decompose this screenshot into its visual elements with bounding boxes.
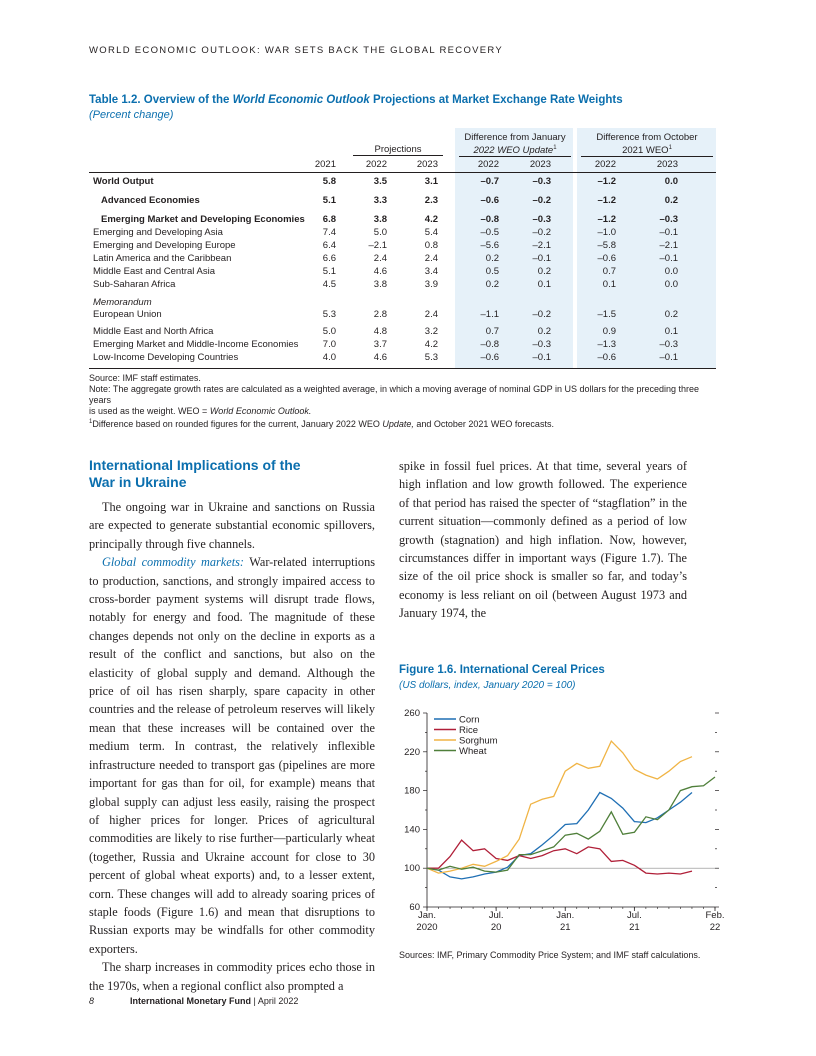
group-jan-line2: 2022 WEO Update bbox=[473, 145, 554, 157]
publisher: International Monetary Fund bbox=[130, 996, 252, 1006]
table-cell: –0.6 bbox=[480, 352, 499, 363]
running-head: WORLD ECONOMIC OUTLOOK: WAR SETS BACK THE GLOBAL RECOVERY bbox=[89, 45, 504, 56]
figure-subtitle: (US dollars, index, January 2020 = 100) bbox=[399, 680, 576, 691]
row-label: Emerging Market and Middle-Income Economies bbox=[93, 339, 299, 350]
table-cell: 6.4 bbox=[322, 240, 336, 251]
table-cell: 4.6 bbox=[373, 266, 387, 277]
y-tick-label: 140 bbox=[404, 824, 420, 836]
table-cell: 0.0 bbox=[664, 266, 678, 277]
table-cell: 5.3 bbox=[322, 309, 336, 320]
table-cell: 4.0 bbox=[322, 352, 336, 363]
table-title-prefix: Table 1.2. Overview of the bbox=[89, 94, 233, 106]
table-cell: –0.1 bbox=[659, 227, 678, 238]
x-tick-label: Jan. bbox=[418, 910, 436, 921]
table-cell: 4.2 bbox=[424, 214, 438, 225]
group-jan-line2-wrap bbox=[459, 143, 571, 157]
row-label: Emerging Market and Developing Economies bbox=[101, 214, 305, 225]
section-heading-line2: War in Ukraine bbox=[89, 474, 187, 490]
table-cell: –0.3 bbox=[532, 214, 551, 225]
table-cell: 2.3 bbox=[424, 195, 438, 206]
x-tick-label: 20 bbox=[490, 922, 502, 933]
row-label: Sub-Saharan Africa bbox=[93, 279, 176, 290]
table-cell: –2.1 bbox=[368, 240, 387, 251]
table-cell: –0.2 bbox=[532, 227, 551, 238]
row-label: Emerging and Developing Asia bbox=[93, 227, 223, 238]
table-cell: 0.7 bbox=[485, 326, 499, 337]
table-cell: 0.1 bbox=[537, 279, 551, 290]
table-cell: 2.4 bbox=[424, 309, 438, 320]
table-cell: 5.1 bbox=[322, 266, 336, 277]
row-label: Low-Income Developing Countries bbox=[93, 352, 239, 363]
table-cell: –1.2 bbox=[597, 214, 616, 225]
projections-table bbox=[89, 128, 716, 369]
table-cell: 5.1 bbox=[322, 195, 336, 206]
right-body-text bbox=[399, 457, 687, 623]
table-note-line1: Note: The aggregate growth rates are calculated as a weighted average, in which a moving average of nominal GDP in US dollars for the preceding three years bbox=[89, 384, 700, 405]
row-label: European Union bbox=[93, 309, 162, 320]
x-tick-label: Feb. bbox=[705, 910, 725, 921]
table-cell: 3.9 bbox=[424, 279, 438, 290]
x-tick-label: Jul. bbox=[488, 910, 504, 921]
table-cell: –0.3 bbox=[532, 176, 551, 187]
table-cell: 0.7 bbox=[602, 266, 616, 277]
figure-source: Sources: IMF, Primary Commodity Price System; and IMF staff calculations. bbox=[399, 950, 701, 960]
table-row bbox=[89, 279, 716, 290]
table-row bbox=[89, 352, 716, 363]
table-cell: 4.2 bbox=[424, 339, 438, 350]
table-cell: –2.1 bbox=[659, 240, 678, 251]
table-cell: 5.0 bbox=[373, 227, 387, 238]
table-cell: 0.8 bbox=[424, 240, 438, 251]
table-row bbox=[89, 326, 716, 337]
y-tick-label: 220 bbox=[404, 746, 420, 758]
table-cell: –0.2 bbox=[532, 195, 551, 206]
table-footnote-suffix: and October 2021 WEO forecasts. bbox=[413, 419, 554, 429]
y-tick-label: 180 bbox=[404, 785, 420, 797]
table-cell: 2.4 bbox=[373, 253, 387, 264]
x-tick-label: Jul. bbox=[626, 910, 642, 921]
table-note-line2 bbox=[89, 406, 719, 417]
table-title-suffix: Projections at Market Exchange Rate Weights bbox=[369, 94, 623, 106]
row-label: Emerging and Developing Europe bbox=[93, 240, 236, 251]
year-header: 2021 bbox=[314, 159, 336, 170]
table-cell: 0.2 bbox=[485, 279, 499, 290]
table-cell: 5.0 bbox=[322, 326, 336, 337]
table-cell: 3.2 bbox=[424, 326, 438, 337]
table-cell: 3.8 bbox=[373, 279, 387, 290]
table-cell: –1.3 bbox=[597, 339, 616, 350]
table-row bbox=[89, 339, 716, 350]
x-tick-label: 21 bbox=[629, 922, 640, 933]
table-cell: –5.6 bbox=[480, 240, 499, 251]
table-source: Source: IMF staff estimates. bbox=[89, 373, 201, 383]
table-cell: 3.8 bbox=[373, 214, 387, 225]
group-jan-header bbox=[459, 132, 571, 157]
table-row bbox=[89, 266, 716, 277]
legend-label: Rice bbox=[459, 725, 479, 736]
table-title bbox=[89, 94, 623, 106]
table-cell: 2.4 bbox=[424, 253, 438, 264]
table-row bbox=[89, 253, 716, 264]
table-cell: –1.5 bbox=[597, 309, 616, 320]
table-cell: 4.8 bbox=[373, 326, 387, 337]
bottom-rule bbox=[89, 368, 716, 369]
table-title-italic: World Economic Outlook bbox=[232, 94, 370, 106]
table-cell: –1.2 bbox=[597, 195, 616, 206]
group-oct-footnote-mark: 1 bbox=[668, 145, 672, 151]
figure-title: Figure 1.6. International Cereal Prices bbox=[399, 664, 605, 676]
row-label: Latin America and the Caribbean bbox=[93, 253, 232, 264]
table-cell: –0.3 bbox=[532, 339, 551, 350]
table-cell: 3.1 bbox=[424, 176, 438, 187]
group-oct-line2-wrap bbox=[581, 143, 713, 157]
table-cell: 7.0 bbox=[322, 339, 336, 350]
row-label: Middle East and Central Asia bbox=[93, 266, 215, 277]
table-row bbox=[89, 176, 716, 187]
footer-separator: | bbox=[251, 996, 258, 1006]
header-rule bbox=[89, 172, 716, 173]
table-cell: –0.2 bbox=[532, 309, 551, 320]
table-row bbox=[89, 195, 716, 206]
table-cell: 3.4 bbox=[424, 266, 438, 277]
table-cell: 7.4 bbox=[322, 227, 336, 238]
group-oct-header bbox=[581, 132, 713, 157]
row-label: Advanced Economies bbox=[101, 195, 200, 206]
table-cell: 0.2 bbox=[537, 326, 551, 337]
table-cell: –1.2 bbox=[597, 176, 616, 187]
section-heading bbox=[89, 457, 375, 491]
paragraph-commodity bbox=[89, 553, 375, 958]
year-header: 2023 bbox=[529, 159, 551, 170]
group-oct-line1: Difference from October bbox=[596, 132, 698, 143]
group-projections-label: Projections bbox=[353, 144, 443, 156]
table-cell: –1.0 bbox=[597, 227, 616, 238]
table-footnote bbox=[89, 417, 719, 430]
table-row bbox=[89, 227, 716, 238]
page-footer bbox=[89, 996, 298, 1006]
table-footnote-mark: 1 bbox=[89, 419, 93, 425]
year-header: 2022 bbox=[477, 159, 499, 170]
table-cell: 3.3 bbox=[373, 195, 387, 206]
left-body-text bbox=[89, 498, 375, 995]
cereal-prices-chart bbox=[392, 700, 732, 940]
table-note-line2-italic: World Economic Outlook. bbox=[209, 406, 312, 416]
table-cell: 2.8 bbox=[373, 309, 387, 320]
table-cell: 6.8 bbox=[322, 214, 336, 225]
table-cell: –0.6 bbox=[597, 352, 616, 363]
table-cell: 0.5 bbox=[485, 266, 499, 277]
page-number: 8 bbox=[89, 996, 95, 1006]
table-cell: 0.9 bbox=[602, 326, 616, 337]
table-cell: –0.1 bbox=[532, 253, 551, 264]
row-label: Middle East and North Africa bbox=[93, 326, 214, 337]
table-cell: –0.1 bbox=[659, 253, 678, 264]
table-cell: 0.0 bbox=[664, 279, 678, 290]
y-tick-label: 60 bbox=[409, 902, 420, 913]
footer-date: April 2022 bbox=[257, 996, 299, 1006]
year-header: 2022 bbox=[365, 159, 387, 170]
year-header-row bbox=[89, 159, 716, 170]
table-cell: –5.8 bbox=[597, 240, 616, 251]
paragraph-1970s: The sharp increases in commodity prices echo those in the 1970s, when a regional conflict also prompted a bbox=[89, 960, 375, 993]
group-jan-line1: Difference from January bbox=[464, 132, 566, 143]
group-projections-header bbox=[353, 144, 443, 156]
row-label: World Output bbox=[93, 176, 154, 187]
table-cell: 3.7 bbox=[373, 339, 387, 350]
table-cell: 6.6 bbox=[322, 253, 336, 264]
x-tick-label: 21 bbox=[559, 922, 571, 933]
table-notes bbox=[89, 373, 719, 430]
table-cell: 4.5 bbox=[322, 279, 336, 290]
table-cell: 3.5 bbox=[373, 176, 387, 187]
legend-label: Corn bbox=[459, 714, 480, 726]
legend-label: Wheat bbox=[459, 746, 487, 757]
table-cell: –0.1 bbox=[532, 352, 551, 363]
table-cell: –0.7 bbox=[480, 176, 499, 187]
right-column bbox=[399, 457, 687, 623]
table-cell: –0.5 bbox=[480, 227, 499, 238]
table-cell: 5.3 bbox=[424, 352, 438, 363]
table-cell: –0.8 bbox=[480, 339, 499, 350]
table-row bbox=[89, 309, 716, 320]
table-cell: 0.2 bbox=[664, 309, 678, 320]
table-cell: 0.2 bbox=[537, 266, 551, 277]
table-cell: –0.6 bbox=[480, 195, 499, 206]
table-cell: 0.2 bbox=[664, 195, 678, 206]
x-tick-label: 22 bbox=[709, 922, 721, 933]
paragraph-continued: spike in fossil fuel prices. At that time, several years of high inflation and low growth followed. The experience of that period has raised the specter of “stagflation” in the current situation—commonly defined as a period of low growth (stagnation) and high inflation. Now, however, circumstances differ in important ways (Figure 1.7). The size of the oil price shock is smaller so far, and today’s economy is less reliant on oil (between August 1973 and January 1974, the bbox=[399, 459, 687, 621]
table-cell: –0.1 bbox=[659, 352, 678, 363]
table-cell: –0.8 bbox=[480, 214, 499, 225]
table-cell: 4.6 bbox=[373, 352, 387, 363]
table-cell: 5.8 bbox=[322, 176, 336, 187]
x-tick-label: 2020 bbox=[416, 922, 438, 933]
table-cell: 0.1 bbox=[664, 326, 678, 337]
paragraph-intro: The ongoing war in Ukraine and sanctions on Russia are expected to generate substantial economic spillovers, principally through five channels. bbox=[89, 500, 375, 551]
left-column bbox=[89, 457, 375, 995]
paragraph-commodity-lead: Global commodity markets: bbox=[102, 555, 245, 570]
group-jan-footnote-mark: 1 bbox=[553, 145, 557, 151]
group-oct-line2: 2021 WEO bbox=[622, 145, 669, 157]
year-header: 2023 bbox=[416, 159, 438, 170]
year-header: 2022 bbox=[594, 159, 616, 170]
memorandum-label: Memorandum bbox=[93, 297, 152, 308]
table-cell: 5.4 bbox=[424, 227, 438, 238]
y-tick-label: 100 bbox=[404, 863, 420, 875]
table-cell: –0.3 bbox=[659, 214, 678, 225]
table-row bbox=[89, 214, 716, 225]
legend-label: Sorghum bbox=[459, 735, 498, 747]
table-row bbox=[89, 240, 716, 251]
table-note-line2-prefix: is used as the weight. WEO = bbox=[89, 406, 210, 416]
table-footnote-prefix: Difference based on rounded figures for the current, January 2022 WEO bbox=[92, 419, 383, 429]
series-line-sorghum bbox=[427, 741, 692, 873]
table-subtitle: (Percent change) bbox=[89, 109, 174, 121]
table-footnote-italic: Update, bbox=[382, 419, 414, 429]
table-cell: 0.1 bbox=[602, 279, 616, 290]
table-cell: 0.2 bbox=[485, 253, 499, 264]
table-cell: –2.1 bbox=[532, 240, 551, 251]
table-cell: –0.3 bbox=[659, 339, 678, 350]
table-cell: 0.0 bbox=[664, 176, 678, 187]
y-tick-label: 260 bbox=[404, 708, 420, 719]
table-cell: –0.6 bbox=[597, 253, 616, 264]
table-cell: –1.1 bbox=[480, 309, 499, 320]
x-tick-label: Jan. bbox=[556, 910, 575, 921]
paragraph-commodity-text: War-related interruptions to production, sanctions, and strongly impaired access to cross-border payment systems will disrupt trade flows, notably for energy and food. The magnitude of these changes depends not only on the decline in exports as a result of the conflict and sanctions, but also on the elasticity of global supply and demand. Although the price of oil has risen sharply, spare capacity in other countries and the release of petroleum reserves will likely mean that these increases will be contained over the medium term. In contrast, the relatively inflexible infrastructure needed to transport gas (pipelines are more important for gas than for oil, for example) means that global supply can adjust less easily, raising the prospect of higher prices for longer. Prices of agricultural commodities are likely to rise further—particularly wheat (together, Russia and Ukraine account for close to 30 percent of global wheat exports) and, to a lesser extent, corn. These changes will add to already soaring prices of staple foods (Figure 1.6) and mean that disruptions to Russian exports may be windfalls for other commodity exporters. bbox=[89, 555, 375, 956]
section-heading-line1: International Implications of the bbox=[89, 457, 301, 473]
year-header: 2023 bbox=[656, 159, 678, 170]
